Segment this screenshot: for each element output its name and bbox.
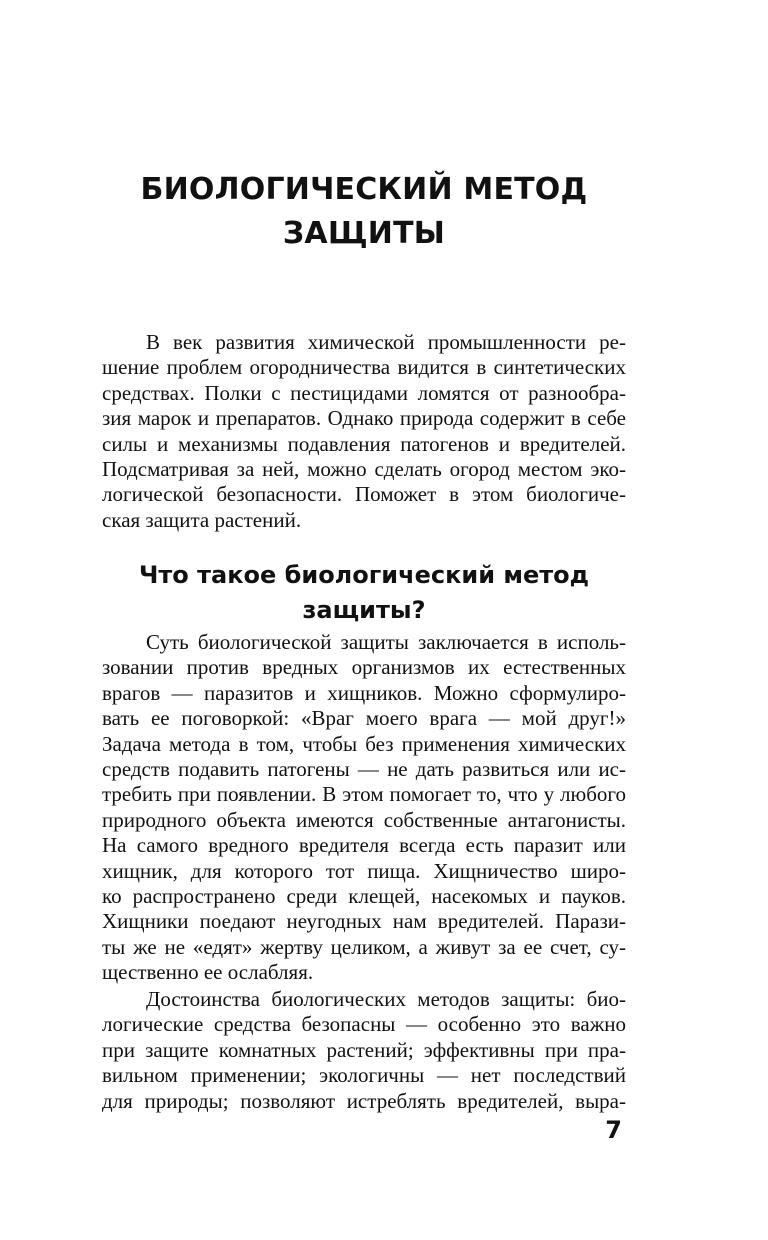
- intro-paragraph: [102, 330, 626, 533]
- body-paragraph-1: [102, 630, 626, 986]
- text-line: вать ее поговоркой: «Враг моего врага — мой друг!»: [102, 706, 626, 731]
- text-line: щественно ее ослабляя.: [102, 960, 314, 985]
- text-line: ко распространено среди клещей, насекомых и пауков.: [102, 884, 626, 909]
- text-line: Хищники поедают неугодных нам вредителей. Парази-: [102, 909, 626, 934]
- text-line: На самого вредного вредителя всегда есть паразит или: [102, 833, 626, 858]
- text-line: Подсматривая за ней, можно сделать огород местом эко-: [102, 457, 626, 482]
- body-paragraph-2: [102, 987, 626, 1114]
- section-heading: [100, 558, 628, 628]
- chapter-title: [100, 168, 628, 256]
- chapter-title-line-2: ЗАЩИТЫ: [282, 216, 446, 251]
- text-line: вильном применении; экологичны — нет последствий: [102, 1063, 626, 1088]
- text-line: шение проблем огородничества видится в синтетических: [102, 355, 626, 380]
- text-line: В век развития химической промышленности ре-: [146, 330, 626, 354]
- text-line: ты же не «едят» жертву целиком, а живут за ее счет, су-: [102, 934, 626, 959]
- text-line: Суть биологической защиты заключается в исполь-: [146, 630, 626, 654]
- text-line: для природы; позволяют истреблять вредителей, выра-: [102, 1088, 626, 1113]
- text-line: Достоинства биологических методов защиты: био-: [146, 987, 626, 1011]
- section-heading-line-1: Что такое биологический метод: [138, 561, 590, 589]
- text-line: ская защита растений.: [102, 507, 302, 532]
- text-line: зия марок и препаратов. Однако природа содержит в себе: [102, 406, 626, 431]
- text-line: зовании против вредных организмов их естественных: [102, 655, 626, 680]
- text-line: Задача метода в том, чтобы без применения химических: [102, 731, 626, 756]
- text-line: логические средства безопасны — особенно это важно: [102, 1012, 626, 1037]
- text-line: средств подавить патогены — не дать развиться или ис-: [102, 757, 626, 782]
- chapter-title-line-1: БИОЛОГИЧЕСКИЙ МЕТОД: [140, 172, 588, 207]
- text-line: силы и механизмы подавления патогенов и вредителей.: [102, 431, 626, 456]
- text-line: врагов — паразитов и хищников. Можно сформулиро-: [102, 680, 626, 705]
- text-line: природного объекта имеются собственные антагонисты.: [102, 807, 626, 832]
- text-line: логической безопасности. Поможет в этом биологиче-: [102, 482, 626, 507]
- section-heading-line-2: защиты?: [302, 596, 426, 624]
- text-line: средствах. Полки с пестицидами ломятся от разнообра-: [102, 380, 626, 405]
- text-line: при защите комнатных растений; эффективны при пра-: [102, 1037, 626, 1062]
- text-line: требить при появлении. В этом помогает то, что у любого: [102, 782, 626, 807]
- text-line: хищник, для которого тот пища. Хищничество широ-: [102, 858, 626, 883]
- page-number: 7: [605, 1116, 622, 1144]
